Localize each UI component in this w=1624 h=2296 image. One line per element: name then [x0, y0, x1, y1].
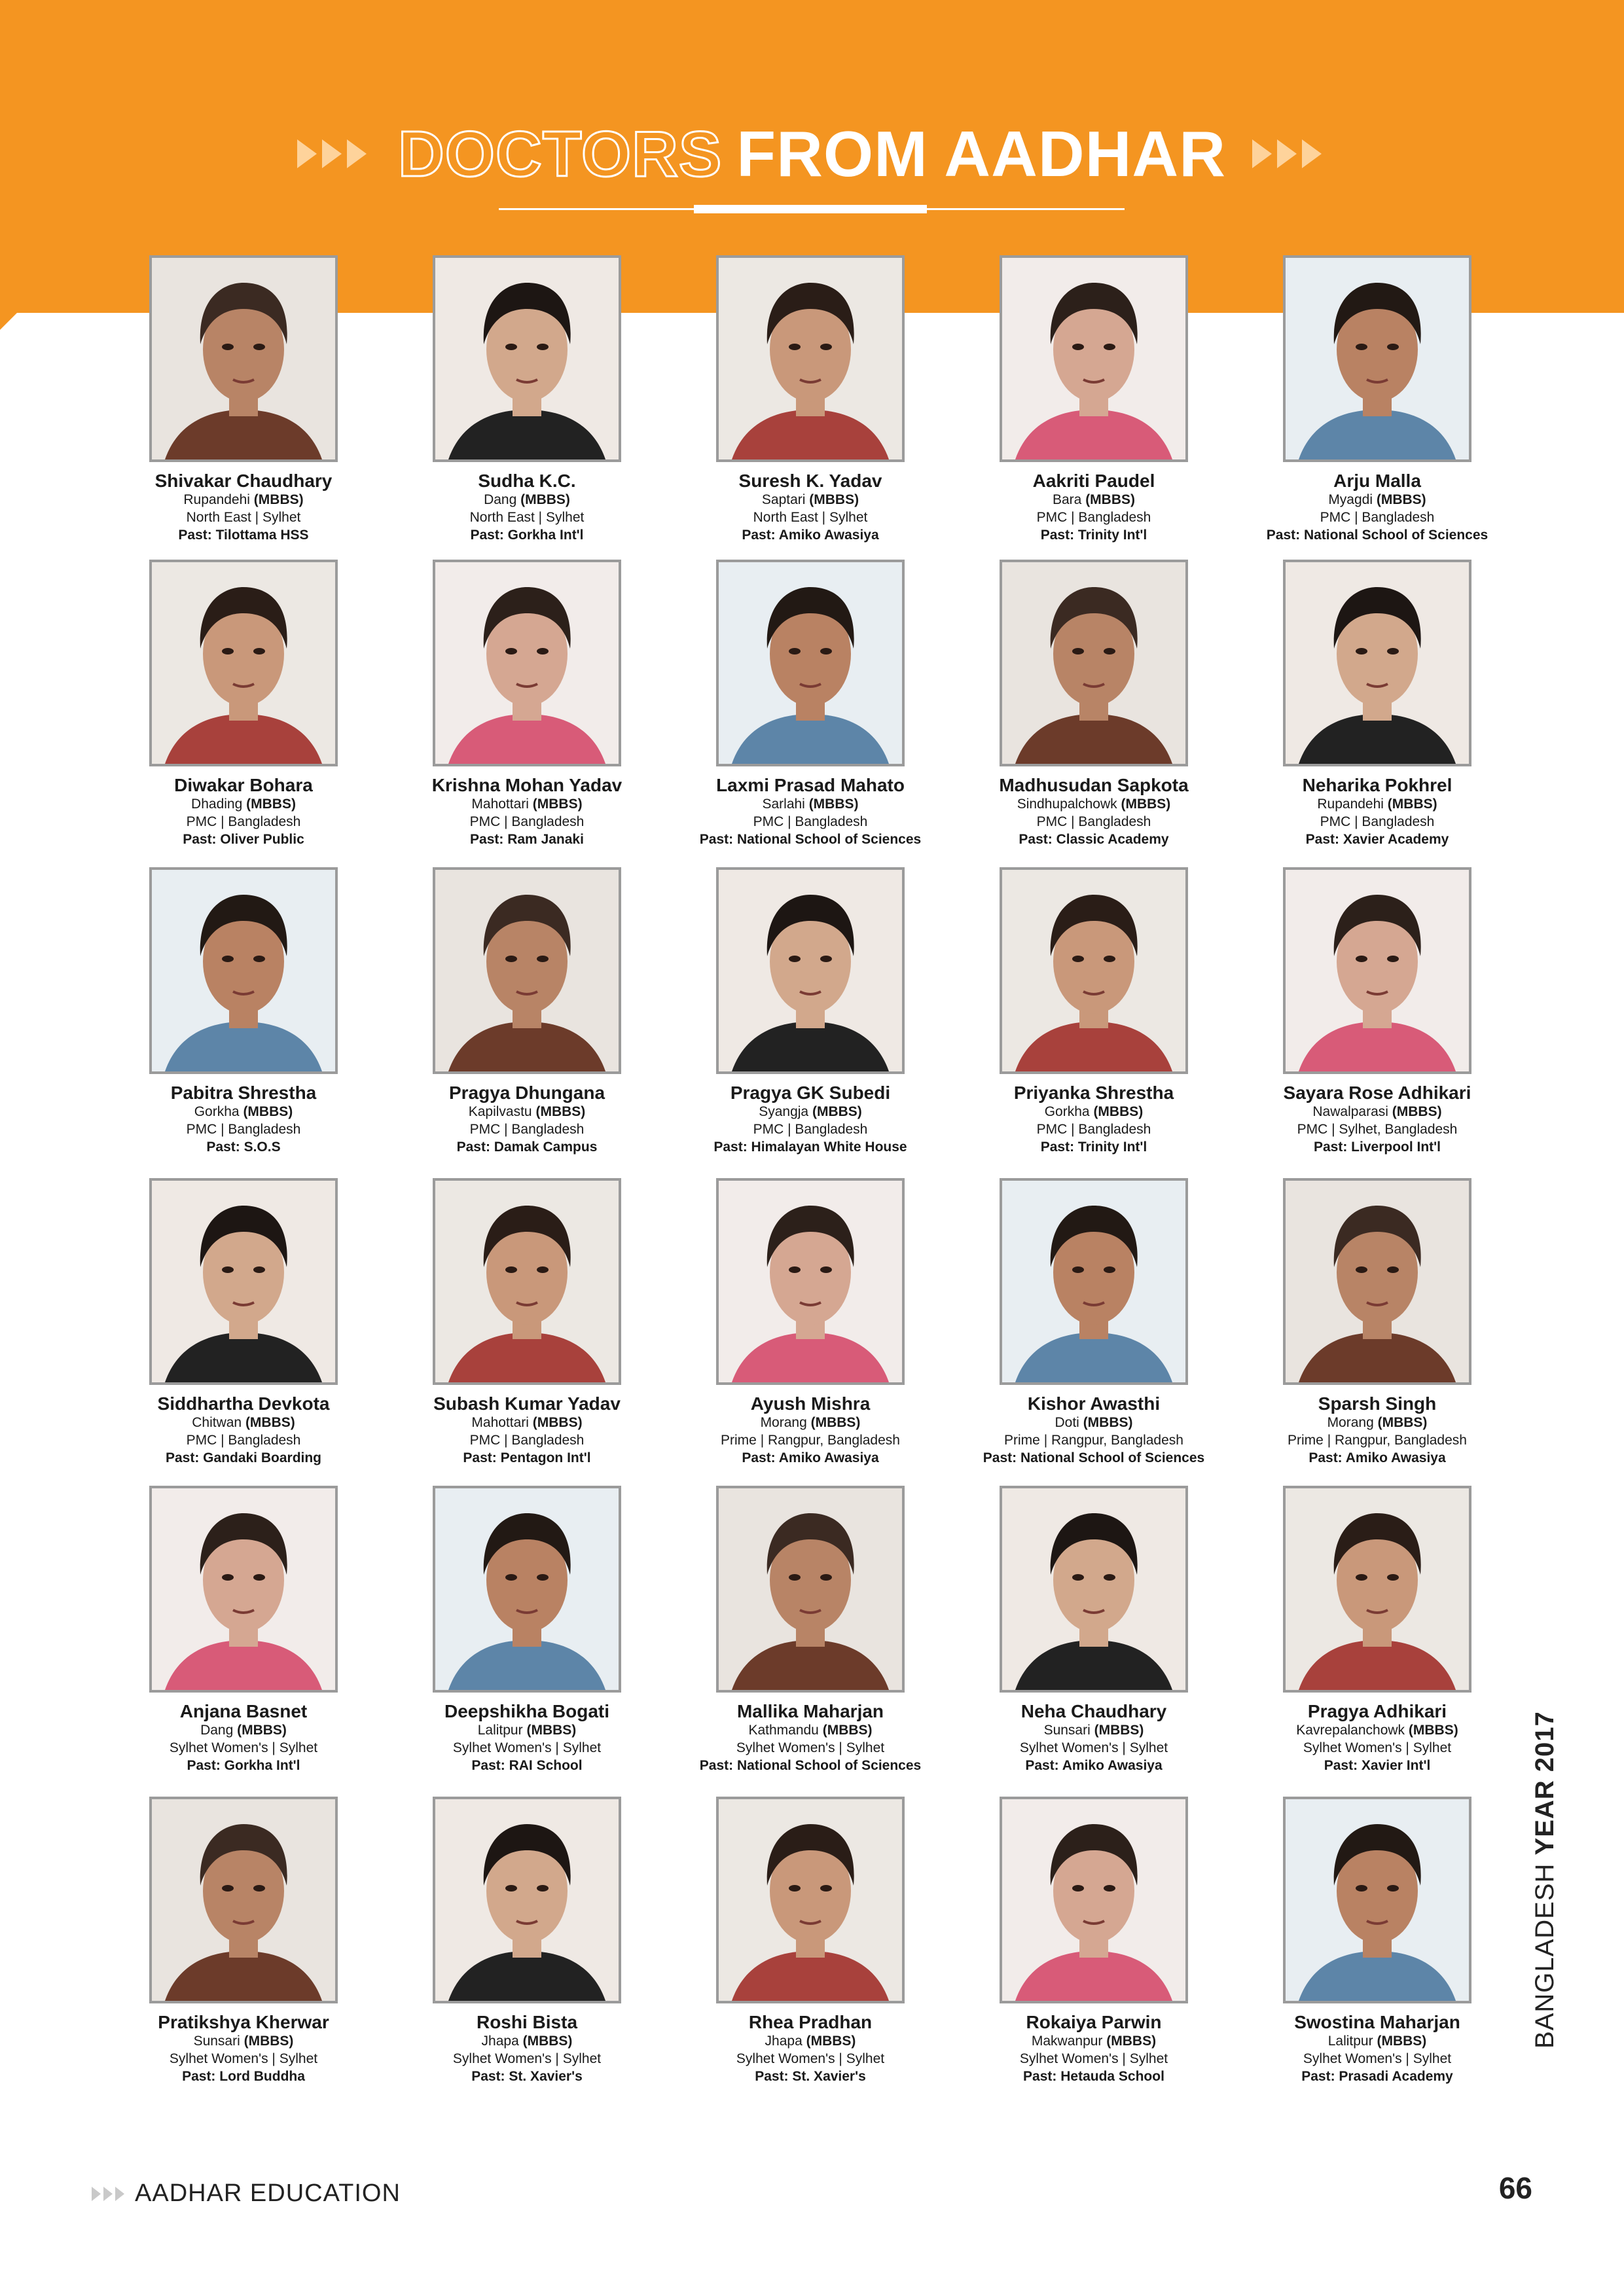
doctor-district: Sindhupalchowk [1017, 797, 1117, 812]
doctor-name: Sparsh Singh [1318, 1393, 1437, 1414]
doctor-degree: (MBBS) [1094, 1723, 1144, 1738]
doctor-district: Lalitpur [477, 1723, 523, 1738]
doctor-card [106, 255, 381, 544]
doctor-name: Mallika Maharjan [736, 1701, 884, 1721]
footer-arrow-icon [103, 2187, 113, 2201]
doctor-district: Dang [484, 492, 517, 507]
doctor-name: Suresh K. Yadav [738, 471, 882, 491]
doctor-district: Jhapa [481, 2034, 519, 2049]
doctor-college: Sylhet Women's | Sylhet [736, 1740, 885, 1755]
doctor-district-line [1317, 795, 1437, 813]
doctor-card [389, 1178, 664, 1467]
doctor-district-line [183, 491, 303, 509]
doctor-photo [1000, 255, 1188, 462]
doctor-photo [433, 560, 621, 766]
doctor-name: Aakriti Paudel [1032, 471, 1155, 491]
doctor-name: Pragya Dhungana [448, 1083, 605, 1103]
doctor-college: Sylhet Women's | Sylhet [452, 1740, 602, 1755]
doctor-degree: (MBBS) [532, 797, 583, 812]
doctor-name: Madhusudan Sapkota [999, 775, 1189, 795]
doctor-degree: (MBBS) [237, 1723, 287, 1738]
footer-arrow-icon [115, 2187, 124, 2201]
doctor-past-school: Past: RAI School [471, 1758, 583, 1773]
doctor-college: Prime | Rangpur, Bangladesh [1004, 1433, 1183, 1448]
doctor-district-line [471, 1414, 582, 1431]
doctor-district: Kathmandu [748, 1723, 819, 1738]
doctor-name: Swostina Maharjan [1294, 2012, 1460, 2032]
doctor-district-line [1044, 1721, 1144, 1739]
doctor-district: Sarlahi [762, 797, 805, 812]
doctor-name: Deepshikha Bogati [444, 1701, 610, 1721]
doctor-name: Arju Malla [1333, 471, 1421, 491]
doctor-district-line [192, 1414, 295, 1431]
doctor-past-school: Past: Xavier Int'l [1324, 1758, 1431, 1773]
doctor-card [956, 1178, 1231, 1467]
doctor-past-school: Past: National School of Sciences [699, 832, 922, 847]
doctor-degree: (MBBS) [822, 1723, 873, 1738]
doctor-name: Rhea Pradhan [748, 2012, 873, 2032]
doctor-college: PMC | Bangladesh [186, 1122, 301, 1137]
doctor-card [389, 255, 664, 544]
doctor-degree: (MBBS) [1093, 1104, 1144, 1119]
doctor-card [956, 1486, 1231, 1774]
doctor-degree: (MBBS) [1387, 797, 1437, 812]
doctor-college: PMC | Bangladesh [753, 814, 868, 829]
doctor-card [673, 1486, 948, 1774]
doctor-degree: (MBBS) [532, 1415, 583, 1430]
doctor-college: Sylhet Women's | Sylhet [169, 1740, 318, 1755]
footer-publisher-label: AADHAR EDUCATION [135, 2179, 401, 2207]
doctor-district-line [191, 795, 296, 813]
doctor-district: Sunsari [193, 2034, 240, 2049]
doctor-past-school: Past: Pentagon Int'l [463, 1450, 591, 1465]
doctor-photo [1000, 1797, 1188, 2003]
doctor-photo [149, 867, 338, 1074]
doctor-college: PMC | Bangladesh [1320, 510, 1435, 525]
doctor-district: Bara [1052, 492, 1082, 507]
doctor-college: Sylhet Women's | Sylhet [169, 2051, 318, 2066]
doctor-district-line [748, 1721, 872, 1739]
doctor-college: Sylhet Women's | Sylhet [1019, 2051, 1168, 2066]
doctor-name: Roshi Bista [476, 2012, 578, 2032]
doctor-degree: (MBBS) [1408, 1723, 1458, 1738]
doctor-college: PMC | Bangladesh [1036, 1122, 1151, 1137]
doctor-name: Rokaiya Parwin [1026, 2012, 1162, 2032]
doctor-past-school: Past: Amiko Awasiya [742, 1450, 879, 1465]
doctor-degree: (MBBS) [245, 1415, 295, 1430]
doctor-college: Sylhet Women's | Sylhet [452, 2051, 602, 2066]
doctor-past-school: Past: Amiko Awasiya [1308, 1450, 1446, 1465]
doctor-card [1240, 867, 1515, 1156]
doctor-district: Chitwan [192, 1415, 242, 1430]
doctor-college: PMC | Bangladesh [186, 814, 301, 829]
doctor-district-line [200, 1721, 287, 1739]
doctor-past-school: Past: Himalayan White House [713, 1139, 907, 1155]
doctor-district: Rupandehi [1317, 797, 1384, 812]
doctor-district: Nawalparasi [1312, 1104, 1388, 1119]
doctor-photo [1283, 1486, 1471, 1693]
doctor-name: Laxmi Prasad Mahato [716, 775, 905, 795]
doctor-district-line [762, 795, 858, 813]
doctor-degree: (MBBS) [1377, 1415, 1428, 1430]
doctor-name: Subash Kumar Yadav [433, 1393, 621, 1414]
doctor-card [389, 867, 664, 1156]
doctor-card [956, 560, 1231, 848]
doctor-past-school: Past: Lord Buddha [182, 2069, 305, 2084]
doctor-district: Dang [200, 1723, 234, 1738]
doctor-college: Sylhet Women's | Sylhet [736, 2051, 885, 2066]
doctor-name: Kishor Awasthi [1027, 1393, 1161, 1414]
doctor-past-school: Past: Hetauda School [1023, 2069, 1164, 2084]
doctor-past-school: Past: Oliver Public [183, 832, 304, 847]
doctor-past-school: Past: Trinity Int'l [1040, 1139, 1147, 1155]
doctor-card [1240, 1178, 1515, 1467]
doctor-degree: (MBBS) [1085, 492, 1136, 507]
doctor-name: Sayara Rose Adhikari [1283, 1083, 1471, 1103]
doctor-card [673, 867, 948, 1156]
doctor-degree: (MBBS) [806, 2034, 856, 2049]
doctor-district-line [1328, 2032, 1427, 2050]
doctor-degree: (MBBS) [812, 1104, 862, 1119]
doctor-district: Lalitpur [1327, 2034, 1373, 2049]
doctor-card [956, 1797, 1231, 2085]
doctor-photo [149, 560, 338, 766]
doctor-district: Dhading [191, 797, 243, 812]
doctor-name: Shivakar Chaudhary [154, 471, 333, 491]
doctor-district: Gorkha [194, 1104, 240, 1119]
doctor-past-school: Past: Ram Janaki [470, 832, 584, 847]
doctor-college: North East | Sylhet [753, 510, 868, 525]
doctor-past-school: Past: Amiko Awasiya [742, 528, 879, 543]
doctor-district: Rupandehi [183, 492, 250, 507]
doctor-district-line [1032, 2032, 1156, 2050]
doctor-district-line [1045, 1103, 1144, 1121]
doctor-name: Siddhartha Devkota [157, 1393, 330, 1414]
doctor-college: PMC | Bangladesh [469, 1122, 585, 1137]
doctor-name: Pabitra Shrestha [170, 1083, 317, 1103]
doctor-name: Neha Chaudhary [1020, 1701, 1167, 1721]
doctor-card [106, 1178, 381, 1467]
doctor-district-line [469, 1103, 586, 1121]
doctor-district-line [484, 491, 570, 509]
doctor-district: Mahottari [471, 1415, 529, 1430]
doctor-card [1240, 560, 1515, 848]
doctor-photo [433, 255, 621, 462]
doctor-past-school: Past: Amiko Awasiya [1025, 1758, 1163, 1773]
footer-publisher [92, 2179, 401, 2208]
doctor-college: PMC | Bangladesh [1320, 814, 1435, 829]
doctor-district-line [194, 2032, 294, 2050]
doctor-photo [716, 1486, 905, 1693]
doctor-card [106, 1486, 381, 1774]
doctor-district: Makwanpur [1031, 2034, 1103, 2049]
doctor-card [673, 1178, 948, 1467]
doctor-past-school: Past: St. Xavier's [471, 2069, 583, 2084]
doctor-name: Pratikshya Kherwar [158, 2012, 329, 2032]
doctor-college: North East | Sylhet [469, 510, 585, 525]
doctor-degree: (MBBS) [1376, 492, 1426, 507]
doctor-degree: (MBBS) [246, 797, 296, 812]
doctor-past-school: Past: Gandaki Boarding [165, 1450, 322, 1465]
doctor-district-line [478, 1721, 577, 1739]
doctor-past-school: Past: S.O.S [206, 1139, 281, 1155]
doctor-district-line [1053, 491, 1135, 509]
doctor-past-school: Past: Liverpool Int'l [1313, 1139, 1441, 1155]
doctor-college: PMC | Bangladesh [186, 1433, 301, 1448]
doctor-card [389, 560, 664, 848]
doctor-past-school: Past: Xavier Academy [1305, 832, 1449, 847]
doctor-photo [1283, 1797, 1471, 2003]
doctor-district-line [1296, 1721, 1458, 1739]
doctor-college: PMC | Sylhet, Bangladesh [1297, 1122, 1458, 1137]
doctor-card [106, 560, 381, 848]
doctor-degree: (MBBS) [1121, 797, 1171, 812]
doctor-photo [149, 1178, 338, 1385]
title-solid-words: FROM AADHAR [736, 117, 1226, 190]
doctor-degree: (MBBS) [244, 2034, 294, 2049]
doctor-photo [1000, 1178, 1188, 1385]
doctor-past-school: Past: Trinity Int'l [1040, 528, 1147, 543]
doctor-photo [716, 1797, 905, 2003]
doctor-college: Sylhet Women's | Sylhet [1303, 2051, 1452, 2066]
doctor-name: Pragya GK Subedi [730, 1083, 891, 1103]
doctor-district-line [762, 491, 859, 509]
title-outline-word: DOCTORS [398, 117, 723, 190]
doctor-name: Priyanka Shrestha [1013, 1083, 1174, 1103]
doctor-district: Syangja [759, 1104, 809, 1119]
doctor-district: Doti [1055, 1415, 1079, 1430]
doctor-college: PMC | Bangladesh [469, 1433, 585, 1448]
side-edition-label [1530, 1711, 1570, 2049]
doctor-degree: (MBBS) [809, 492, 859, 507]
doctor-card [673, 255, 948, 544]
doctor-district: Gorkha [1044, 1104, 1090, 1119]
doctor-college: Sylhet Women's | Sylhet [1019, 1740, 1168, 1755]
doctor-name: Pragya Adhikari [1307, 1701, 1447, 1721]
doctor-district: Morang [1327, 1415, 1374, 1430]
doctor-college: PMC | Bangladesh [1036, 814, 1151, 829]
doctor-photo [1000, 867, 1188, 1074]
page-number: 66 [1498, 2171, 1532, 2205]
doctor-name: Sudha K.C. [478, 471, 576, 491]
doctor-college: PMC | Bangladesh [469, 814, 585, 829]
doctor-past-school: Past: Prasadi Academy [1301, 2069, 1453, 2084]
doctor-district: Kapilvastu [468, 1104, 532, 1119]
doctor-name: Diwakar Bohara [174, 775, 313, 795]
doctor-photo [716, 867, 905, 1074]
doctor-photo [433, 1178, 621, 1385]
doctor-card [1240, 255, 1515, 544]
doctor-photo [1283, 560, 1471, 766]
doctor-photo [1283, 867, 1471, 1074]
doctor-district-line [482, 2032, 573, 2050]
doctor-degree: (MBBS) [1106, 2034, 1157, 2049]
doctor-district-line [471, 795, 582, 813]
doctor-college: Prime | Rangpur, Bangladesh [1288, 1433, 1467, 1448]
doctor-district: Morang [760, 1415, 807, 1430]
doctor-past-school: Past: Gorkha Int'l [470, 528, 584, 543]
doctor-college: North East | Sylhet [186, 510, 301, 525]
doctor-district-line [1017, 795, 1171, 813]
doctor-college: PMC | Bangladesh [1036, 510, 1151, 525]
doctor-photo [1283, 1178, 1471, 1385]
doctor-college: PMC | Bangladesh [753, 1122, 868, 1137]
doctor-photo [716, 560, 905, 766]
doctor-district-line [765, 2032, 856, 2050]
doctor-district: Kavrepalanchowk [1296, 1723, 1405, 1738]
doctor-card [956, 255, 1231, 544]
doctor-name: Anjana Basnet [179, 1701, 308, 1721]
doctor-photo [1000, 560, 1188, 766]
doctor-degree: (MBBS) [535, 1104, 586, 1119]
doctor-degree: (MBBS) [810, 1415, 861, 1430]
doctor-district: Sunsari [1043, 1723, 1091, 1738]
doctor-district-line [1327, 1414, 1428, 1431]
doctor-photo [149, 1797, 338, 2003]
doctor-card [1240, 1486, 1515, 1774]
doctor-college: Sylhet Women's | Sylhet [1303, 1740, 1452, 1755]
doctor-degree: (MBBS) [520, 492, 570, 507]
doctor-past-school: Past: National School of Sciences [699, 1758, 922, 1773]
doctor-photo [149, 1486, 338, 1693]
doctor-past-school: Past: Gorkha Int'l [187, 1758, 300, 1773]
doctor-college: Prime | Rangpur, Bangladesh [721, 1433, 900, 1448]
doctor-district-line [1055, 1414, 1132, 1431]
doctor-photo [433, 867, 621, 1074]
footer-arrow-icon [92, 2187, 101, 2201]
doctor-card [1240, 1797, 1515, 2085]
doctor-past-school: Past: Tilottama HSS [178, 528, 309, 543]
doctor-card [106, 867, 381, 1156]
doctor-district-line [759, 1103, 862, 1121]
doctor-degree: (MBBS) [526, 1723, 577, 1738]
doctor-photo [716, 1178, 905, 1385]
side-country: BANGLADESH [1530, 1863, 1559, 2049]
doctor-card [389, 1797, 664, 2085]
doctor-past-school: Past: St. Xavier's [755, 2069, 866, 2084]
doctor-district-line [761, 1414, 861, 1431]
doctor-photo [1283, 255, 1471, 462]
doctor-degree: (MBBS) [1377, 2034, 1427, 2049]
doctor-name: Neharika Pokhrel [1302, 775, 1453, 795]
doctor-card [673, 1797, 948, 2085]
doctor-photo [149, 255, 338, 462]
doctor-district: Myagdi [1328, 492, 1373, 507]
doctor-name: Krishna Mohan Yadav [431, 775, 623, 795]
doctor-district: Saptari [761, 492, 806, 507]
doctor-degree: (MBBS) [522, 2034, 573, 2049]
doctor-district: Mahottari [471, 797, 529, 812]
doctor-photo [433, 1486, 621, 1693]
doctor-past-school: Past: Damak Campus [456, 1139, 598, 1155]
doctor-card [956, 867, 1231, 1156]
doctor-past-school: Past: National School of Sciences [1266, 528, 1489, 543]
doctor-degree: (MBBS) [808, 797, 859, 812]
doctor-degree: (MBBS) [243, 1104, 293, 1119]
doctor-name: Ayush Mishra [750, 1393, 871, 1414]
doctor-photo [716, 255, 905, 462]
doctor-district-line [1328, 491, 1426, 509]
doctor-photo [433, 1797, 621, 2003]
doctor-district-line [1312, 1103, 1441, 1121]
doctor-past-school: Past: National School of Sciences [983, 1450, 1205, 1465]
side-year: YEAR 2017 [1530, 1711, 1559, 1856]
doctor-card [389, 1486, 664, 1774]
doctor-photo [1000, 1486, 1188, 1693]
doctor-past-school: Past: Classic Academy [1019, 832, 1169, 847]
doctor-card [673, 560, 948, 848]
doctor-district-line [194, 1103, 293, 1121]
doctor-district: Jhapa [765, 2034, 803, 2049]
doctor-degree: (MBBS) [253, 492, 304, 507]
doctor-card [106, 1797, 381, 2085]
doctor-degree: (MBBS) [1392, 1104, 1442, 1119]
doctor-degree: (MBBS) [1083, 1415, 1133, 1430]
